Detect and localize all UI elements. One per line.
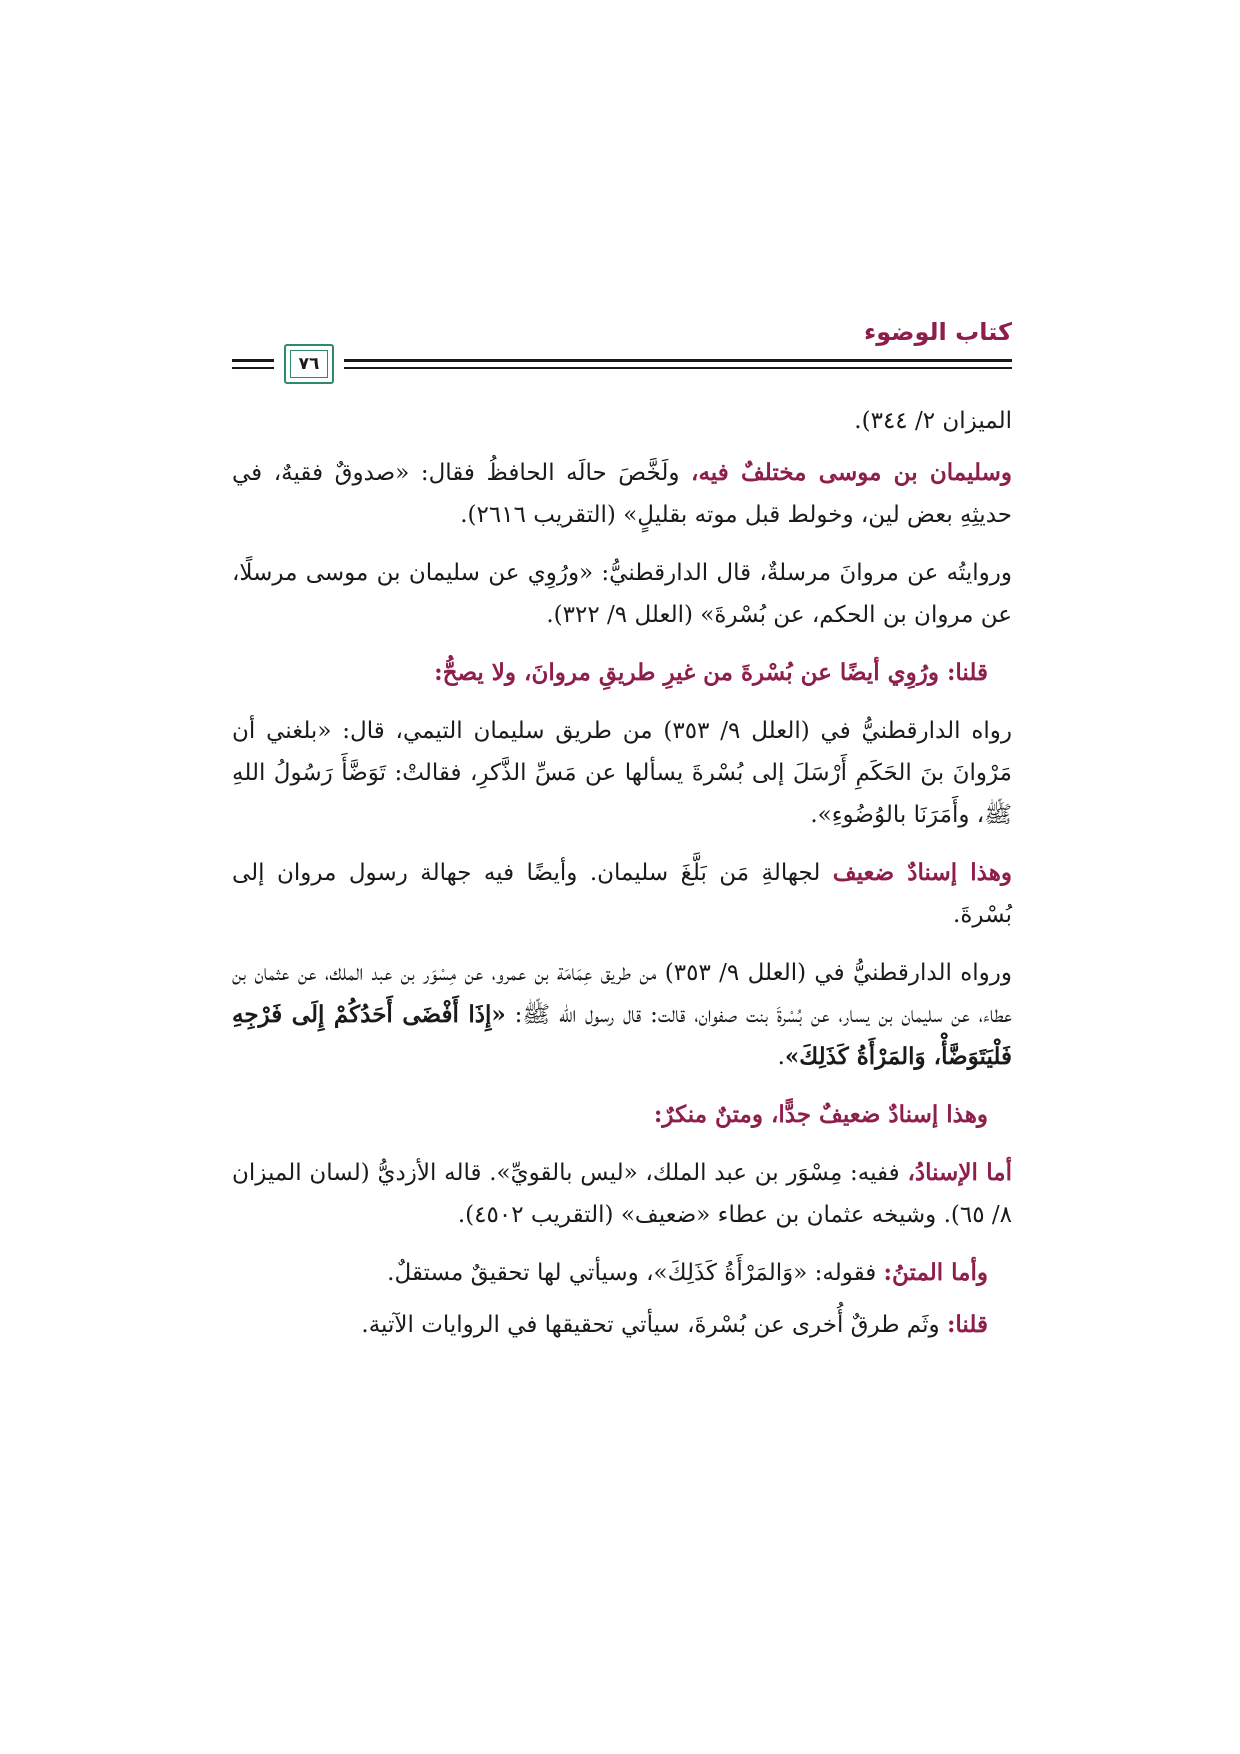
paragraph-text: وروايتُه عن مروانَ مرسلةٌ، قال الدارقطنيُّ: «ورُوِي عن سليمان بن موسى مرسلًا، عن مروان بن الحكم، عن بُسْرةَ» (العلل ٩/ ٣٢٢). (232, 560, 1012, 628)
header-rule (344, 359, 1012, 362)
header-rule (344, 367, 1012, 369)
section-heading (232, 1094, 1012, 1136)
paragraph (232, 400, 1012, 442)
heading-text: ورُوِي أيضًا عن بُسْرةَ من غيرِ طريقِ مروانَ، ولا يصحُّ: (434, 659, 947, 686)
highlight-text: أما الإسنادُ، (907, 1159, 1013, 1186)
paragraph-text: رواه الدارقطنيُّ في (العلل ٩/ ٣٥٣) من طريق سليمان التيمي، قال: «بلغني أن مَرْوانَ بنَ الحَكَمِ أَرْسَلَ إلى بُسْرةَ يسألها عن مَسِّ الذَّكرِ، فقالتْ: تَوَضَّأَ رَسُولُ اللهِ ﷺ، وأَمَرَنَا بالوُضُوءِ». (232, 718, 1012, 828)
highlight-text: وهذا إسنادٌ ضعيف (832, 859, 1012, 886)
paragraph (232, 552, 1012, 636)
header-rule (232, 359, 274, 362)
label-qulna: قلنا: (946, 659, 988, 686)
paragraph-text: ورواه الدارقطنيُّ في (العلل ٩/ ٣٥٣) من طريق عِمَامَة بن عمرو، عن مِسْوَر بن عبد الملك، عن عثمان بن عطاء، عن سليمان بن يسار، عن بُسْرةَ بنت صفوان، قالت: قال رسول الله ﷺ: (232, 960, 1012, 1028)
page-number: ٧٦ (290, 350, 328, 378)
paragraph-text: فقوله: «وَالمَرْأَةُ كَذَلِكَ»، وسيأتي لها تحقيقٌ مستقلٌ. (387, 1260, 884, 1286)
highlight-text: وأما المتنُ: (883, 1259, 988, 1286)
highlight-text: وسليمان بن موسى مختلفٌ فيه، (691, 459, 1012, 486)
paragraph-text: ففيه: مِسْوَر بن عبد الملك، «ليس بالقويِّ». قاله الأزديُّ (لسان الميزان ٨/ ٦٥). وشيخه عثمان بن عطاء «ضعيف» (التقريب ٤٥٠٢). (232, 1160, 1012, 1228)
paragraph (232, 452, 1012, 536)
paragraph-text: ولَخَّصَ حالَه الحافظُ فقال: «صدوقٌ فقيهٌ، في حديثِهِ بعض لين، وخولط قبل موته بقليلٍ» (التقريب ٢٦١٦). (232, 460, 1012, 528)
paragraph (232, 710, 1012, 836)
paragraph (232, 1252, 1012, 1294)
heading-text: وهذا إسنادٌ ضعيفٌ جدًّا، ومتنٌ منكرٌ: (653, 1101, 988, 1128)
header-rule (232, 367, 274, 369)
paragraph-text: وثَم طرقٌ أُخرى عن بُسْرةَ، سيأتي تحقيقها في الروايات الآتية. (361, 1312, 947, 1338)
page-number-frame (284, 344, 334, 384)
paragraph (232, 1304, 1012, 1346)
hadith-text: «إِذَا أَفْضَى أَحَدُكُمْ إِلَى فَرْجِهِ فَلْيَتَوَضَّأْ، وَالمَرْأَةُ كَذَلِكَ» (232, 1001, 1012, 1070)
chapter-title: كتاب الوضوء (863, 318, 1012, 346)
page-body (232, 400, 1012, 1362)
page-header (232, 318, 1012, 378)
paragraph-text: لجهالةِ مَن بَلَّغَ سليمان. وأيضًا فيه جهالة رسول مروان إلى بُسْرةَ. (232, 860, 1012, 928)
paragraph (232, 1152, 1012, 1236)
highlight-text: قلنا: (946, 1311, 988, 1338)
paragraph (232, 852, 1012, 936)
paragraph (232, 952, 1012, 1078)
paragraph-text: الميزان ٢/ ٣٤٤). (854, 408, 1012, 434)
paragraph-text: . (777, 1044, 785, 1070)
section-heading (232, 652, 1012, 694)
